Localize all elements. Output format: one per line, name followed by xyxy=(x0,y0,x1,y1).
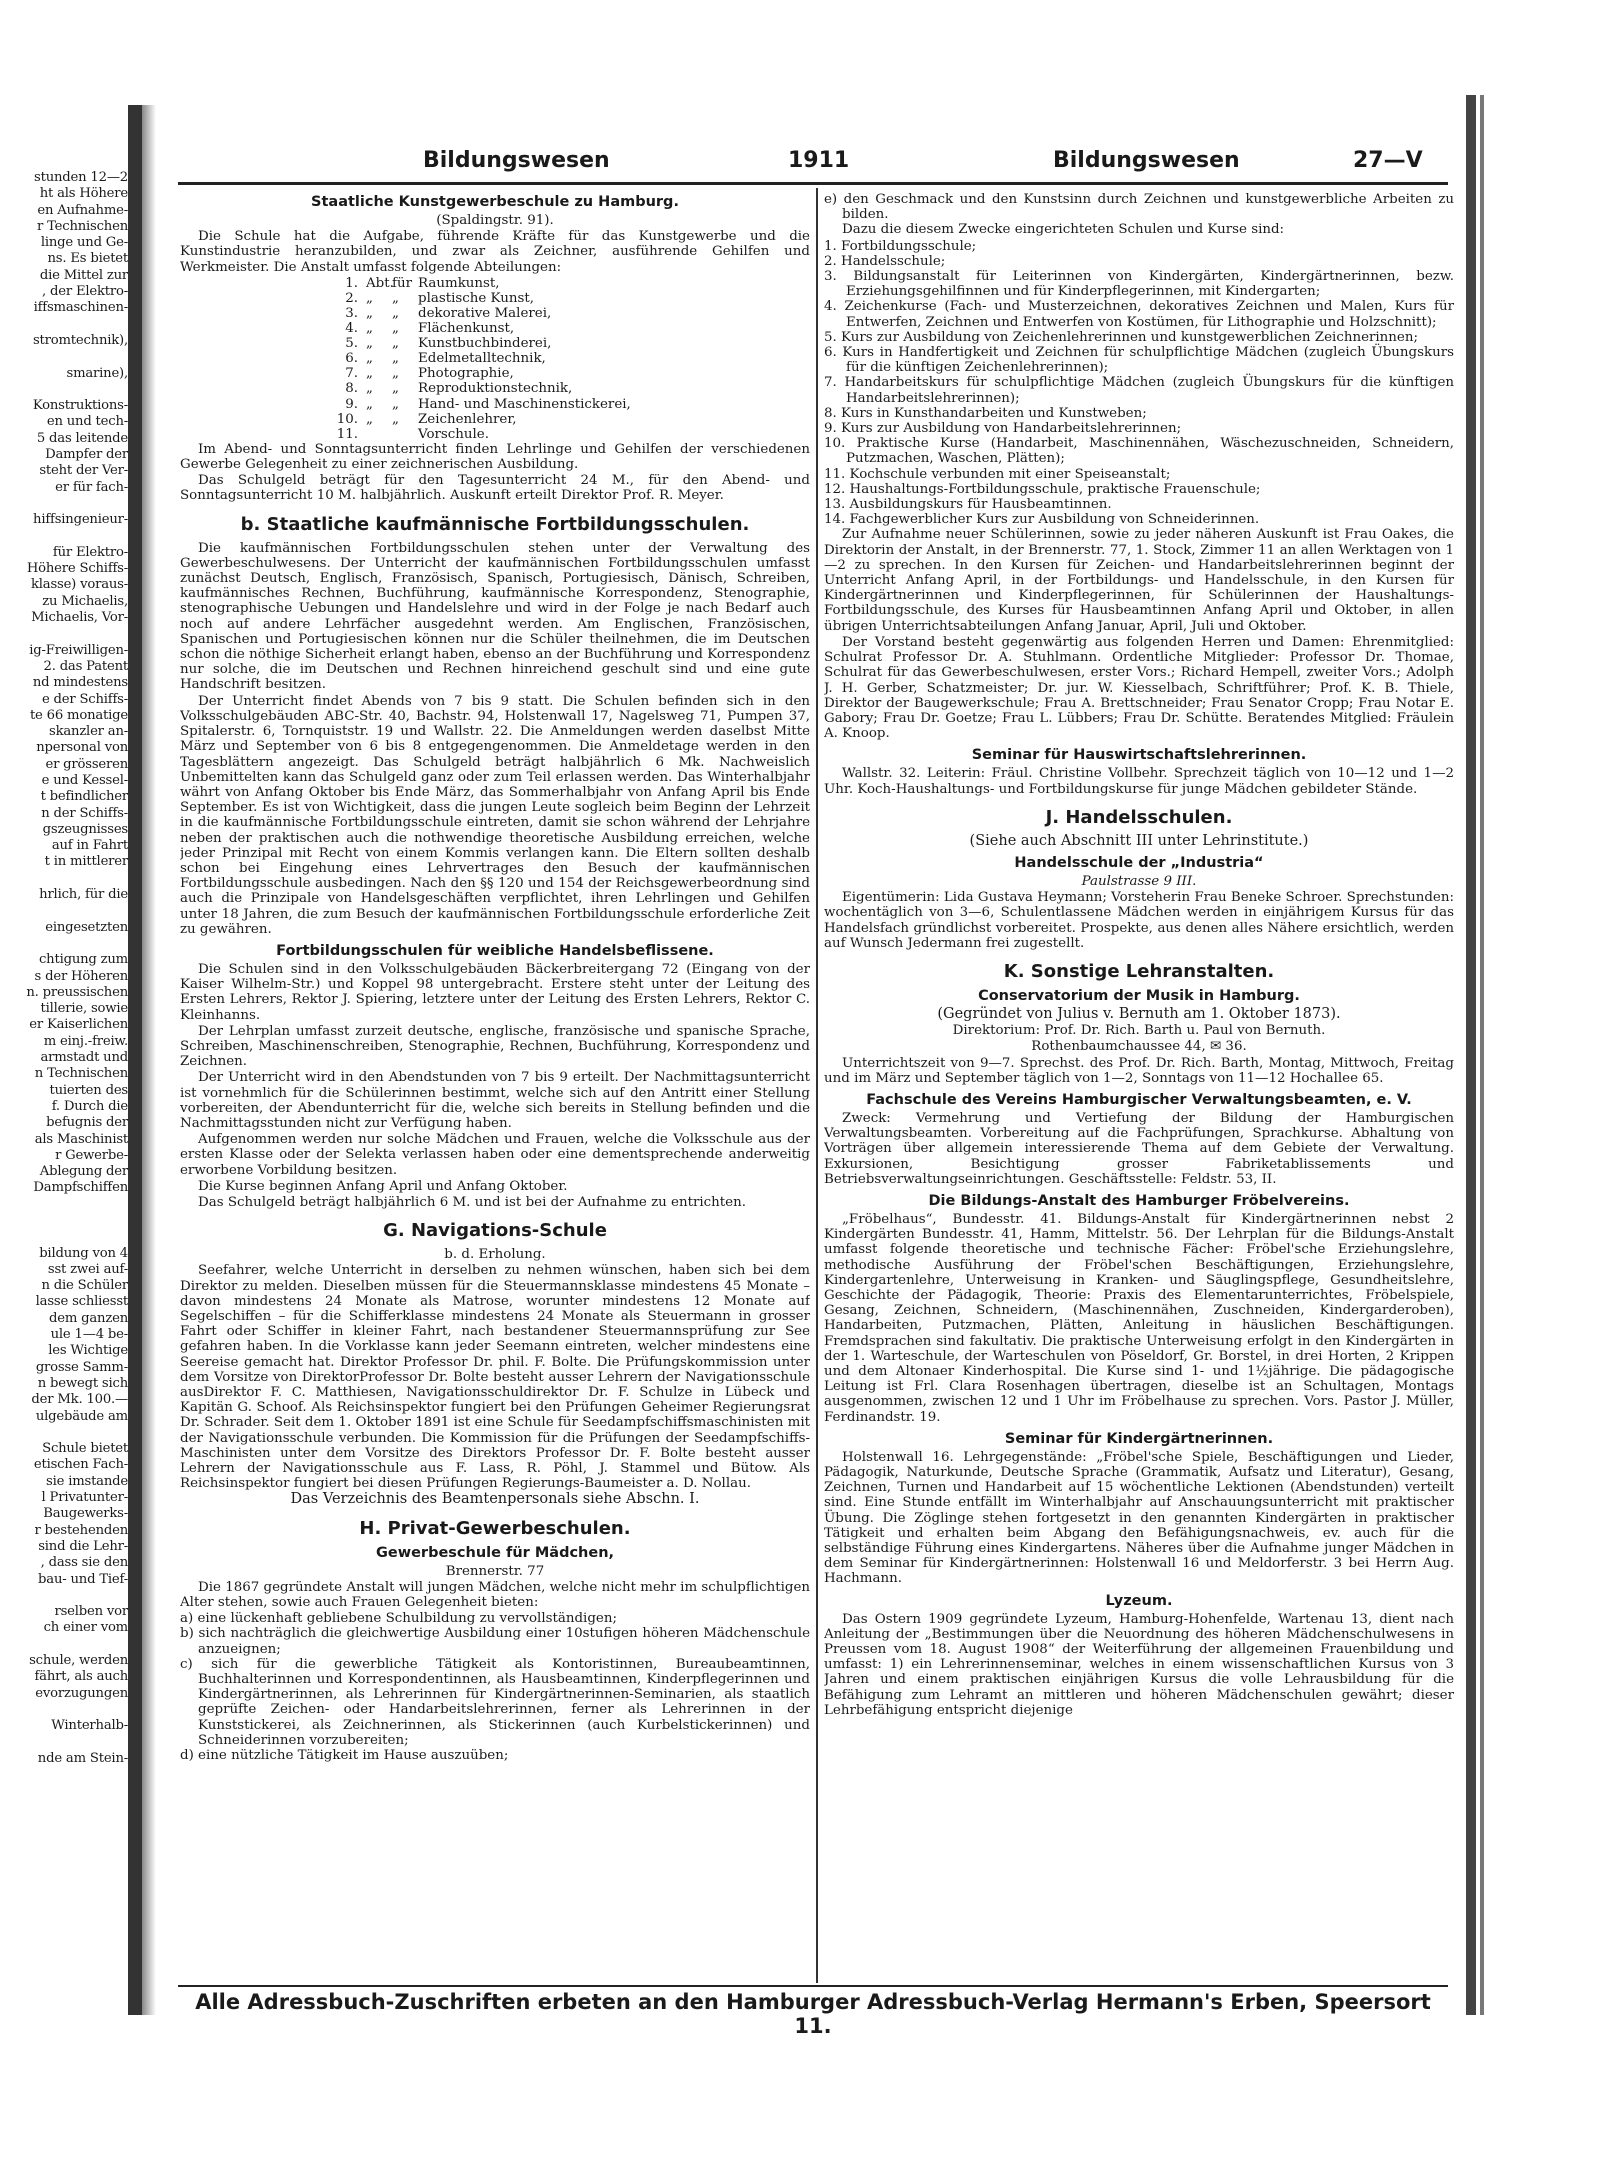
kaufm-paragraph: Der Unterricht findet Abends von 7 bis 9 statt. Die Schulen befinden sich in den Volksschulgebäuden ABC-Str. 40, Bachstr. 94, Holstenwall 17, Nagelsweg 71, Pumpen 37, Spitalerstr. 6, Tornquiststr. 19 und Wallstr. 22. Die Anmeldungen werden daselbst Mitte März und September von 6 bis 8 entgegengenommen. Die Anmeldetage werden in den Tagesblättern angezeigt. Das Schulgeld beträgt halbjährlich 6 Mk. Nachweislich Unbemittelten kann das Schulgeld ganz oder zum Teil erlassen werden. Das Winterhalbjahr währt von Anfang Oktober bis Ende März, das Sommerhalbjahr von Anfang April bis Ende September. Es ist von Wichtigkeit, dass die jungen Leute sogleich beim Beginn der Lehrzeit in die kaufmännische Fortbildungsschule eintreten, damit sie schon während der Lehrjahre neben der praktischen auch die nothwendige theoretische Ausbildung erreichen, welche jeder Prinzipal mit Recht von einem Kommis verlangen kann. Die Eltern sollten deshalb schon bei Eingehung eines Lehrvertrages den Besuch der kaufmännischen Fortbildungsschule ausbedingen. Nach den §§ 120 und 154 der Reichsgewerbeordnung sind auch die Prinzipale von Handelsgeschäften verpflichtet, ihren Lehrlingen und Gehilfen unter 18 Jahren, die zum Besuch der kaufmännischen Fortbildungsschule erforderliche Zeit zu gewähren. xyxy=(180,693,810,937)
footer-rule xyxy=(178,1985,1448,1987)
fragment-line: klasse) voraus- xyxy=(30,577,128,593)
navigation-heading: G. Navigations-Schule xyxy=(383,1220,607,1242)
fragment-line: fährt, als auch xyxy=(34,1669,128,1685)
fragment-line: ule 1—4 be- xyxy=(50,1327,128,1343)
navigation-address: b. d. Erholung. xyxy=(444,1247,546,1263)
seminar-haus-heading: Seminar für Hauswirtschaftslehrerinnen. xyxy=(971,747,1307,764)
course-item: 9. Kurs zur Ausbildung von Handarbeitslehrerinnen; xyxy=(824,421,1182,437)
fragment-line: Dampfer der xyxy=(45,447,128,463)
weiblich-paragraph: Aufgenommen werden nur solche Mädchen und Frauen, welche die Volksschule aus der ersten Klasse oder der Selekta verlassen haben oder eine dementsprechende anderweitig erworbene Vorbildung besitzen. xyxy=(180,1132,810,1178)
weiblich-paragraph: Der Lehrplan umfasst zurzeit deutsche, englische, französische und spanische Sprache, Schreiben, Maschinenschreiben, Stenographie, Rechnen, Buchführung, Korrespondenz und Zeichnen. xyxy=(180,1023,810,1070)
fragment-line: Konstruktions- xyxy=(32,398,128,414)
fragment-line: steht der Ver- xyxy=(39,463,128,479)
header-page-number: 27—V xyxy=(1353,148,1423,173)
fragment-line: e und Kessel- xyxy=(41,772,128,788)
fragment-line xyxy=(0,1637,128,1653)
fragment-line: sst zwei auf- xyxy=(47,1261,128,1277)
kaufm-paragraph: Die kaufmännischen Fortbildungsschulen stehen unter der Verwaltung des Gewerbeschulwesens. Der Unterricht der kaufmännischen Fortbildungsschulen umfasst zunächst Deutsch, Englisch, Französisch, Spanisch, Portugiesisch, Dänisch, Schreiben, kaufmännisches Rechnen, Buchführung, kaufmännische Korrespondenz, Stenographie, stenographische Uebungen und Handelslehre und wird in der Folge je nach Bedarf auch noch auf andere Lehrfächer ausgedehnt werden. Am Englischen, Französischen, Spanischen und Portugiesischen können nur die Schüler theilnehmen, die im Deutschen schon die nöthige Sicherheit erlangt haben, ebenso an der Buchführung und Korrespondenz nur solche, die im Deutschen und Rechnen hinreichend geschult sind und eine gute Handschrift besitzen. xyxy=(180,540,810,693)
verwaltung-heading: Fachschule des Vereins Hamburgischer Verwaltungsbeamten, e. V. xyxy=(866,1091,1412,1108)
header-section-left: Bildungswesen xyxy=(423,148,610,173)
fragment-line: m einj.-freiw. xyxy=(43,1033,128,1049)
department-item xyxy=(180,412,810,427)
weiblich-paragraph: Der Unterricht wird in den Abendstunden von 7 bis 9 erteilt. Der Nachmittagsunterricht ist vornehmlich für die Schülerinnen bestimmt, welche sich auf den Antritt einer Stellung vorbereiten, der Abendunterricht für die, welche sich bereits in Stellung befinden und die Nachmittagsstunden nicht zur Verfügung haben. xyxy=(180,1070,810,1131)
department-abbrev: Abt. xyxy=(366,275,394,291)
department-item xyxy=(180,366,810,381)
department-name: Reproduktionstechnik, xyxy=(418,381,573,397)
fragment-line: hiffsingenieur- xyxy=(33,512,128,528)
fragment-line: Ablegung der xyxy=(39,1164,128,1180)
fragment-line: n bewegt sich xyxy=(37,1375,128,1391)
fragment-line: tuierten des xyxy=(49,1082,128,1098)
kunstgewerbe-heading: Staatliche Kunstgewerbeschule zu Hamburg. xyxy=(311,194,679,210)
fragment-line xyxy=(0,529,128,545)
handel-subheading: Handelsschule der „Industria“ xyxy=(1014,854,1264,871)
page-gutter-shadow xyxy=(128,105,142,2015)
conservatorium-direktorium: Direktorium: Prof. Dr. Rich. Barth u. Paul von Bernuth. xyxy=(952,1023,1326,1039)
department-name: Vorschule. xyxy=(418,426,489,442)
department-name: Hand- und Maschinenstickerei, xyxy=(418,396,631,412)
department-abbrev: „ xyxy=(366,396,373,412)
lyzeum-paragraph: Das Ostern 1909 gegründete Lyzeum, Hamburg-Hohenfelde, Wartenau 13, dient nach Anleitung der „Bestimmungen über die Neuordnung des höheren Mädchenschulwesens in Preussen vom 18. August 1908“ der Weiterführung der allgemeinen Frauenbildung und umfasst: 1) ein Lehrerinnenseminar, welches in einem wissenschaftlichen Kursus von 3 Jahren und einem praktischen einjährigen Kursus die volle Lehrausbildung für die Befähigung zum Lehramt an mittleren und höheren Mädchenschulen gewährt; dieser Lehrbefähigung entspricht diejenige xyxy=(824,1611,1454,1718)
fragment-line: etischen Fach- xyxy=(33,1457,128,1473)
fragment-line xyxy=(0,317,128,333)
fragment-line xyxy=(0,1588,128,1604)
header-section-right: Bildungswesen xyxy=(1053,148,1240,173)
fragment-line: n Technischen xyxy=(34,1066,128,1082)
running-header xyxy=(158,142,1458,182)
fragment-line: er für fach- xyxy=(55,479,128,495)
fragment-line: e der Schiffs- xyxy=(41,691,128,707)
department-number: 2. xyxy=(345,290,358,306)
course-item: 12. Haushaltungs-Fortbildungsschule, praktische Frauenschule; xyxy=(824,481,1261,497)
fragment-line: gszeugnisses xyxy=(42,821,128,837)
fragment-line: Schule bietet xyxy=(42,1441,128,1457)
left-page-fragment xyxy=(0,170,128,2030)
fragment-line: Dampfschiffen xyxy=(33,1180,128,1196)
lyzeum-heading: Lyzeum. xyxy=(1105,1592,1173,1609)
fragment-line: ig-Freiwilligen- xyxy=(29,642,128,658)
fragment-line: nde am Stein- xyxy=(37,1750,128,1766)
fragment-line: befugnis der xyxy=(46,1115,128,1131)
department-item xyxy=(180,321,810,336)
fragment-line: Höhere Schiffs- xyxy=(26,561,128,577)
department-item xyxy=(180,306,810,321)
handel-note: (Siehe auch Abschnitt III unter Lehrinstitute.) xyxy=(969,832,1309,849)
courses-intro: Dazu die diesem Zwecke eingerichteten Schulen und Kurse sind: xyxy=(842,222,1285,238)
department-item xyxy=(180,381,810,396)
fragment-line: ns. Es bietet xyxy=(47,251,128,267)
list-item: c) sich für die gewerbliche Tätigkeit als Kontoristinnen, Bureaubeamtinnen, Buchhalterinnen und Korrespondentinnen, als Hausbeamtinnen, Kinderpflegerinnen und Kindergärtnerinnen, als Lehrerinnen für Kindergärtnerinnen-Seminarien, als staatlich geprüfte Zeichen- oder Handarbeitslehrerinnen, ferner als Lehrerinnen in der Kunststickerei, als Zeichnerinnen, als Stickerinnen (auch Kurbelstickerinnen) und Schneiderinnen vorzubereiten; xyxy=(180,1656,810,1748)
course-item: 8. Kurs in Kunsthandarbeiten und Kunstweben; xyxy=(824,405,1147,421)
fragment-line xyxy=(0,1735,128,1751)
handel-address: Paulstrasse 9 III. xyxy=(1081,873,1197,889)
continuation-paragraph: Der Vorstand besteht gegenwärtig aus folgenden Herren und Damen: Ehrenmitglied: Schulrat Professor Dr. A. Stuhlmann. Ordentliche Mitglieder: Professor Dr. Thomae, Schulrat für das Gewerbeschulwesen, erster Vors.; Richard Hempell, zweiter Vors.; Adolph J. H. Gerber, Schatzmeister; Dr. jur. W. Kiesselbach, Schriftführer; Prof. K. B. Thiele, Direktor der Baugewerkschule; Frau A. Brettschneider; Frau Senator Cropp; Frau Notar E. Gabory; Frau Dr. Goetze; Frau L. Lübbers; Frau Dr. Schütte. Beratendes Mitglied: Fräulein A. Knoop. xyxy=(824,634,1454,742)
page-gutter-gradient xyxy=(142,105,156,2015)
privat-subheading: Gewerbeschule für Mädchen, xyxy=(375,1544,615,1561)
fragment-line: linge und Ge- xyxy=(40,235,128,251)
fragment-line: les Wichtige xyxy=(48,1343,128,1359)
department-item xyxy=(180,336,810,351)
seminar-kinder-paragraph: Holstenwall 16. Lehrgegenstände: „Fröbel'sche Spiele, Beschäftigungen und Lieder, Pädagogik, Naturkunde, Deutsche Sprache (Grammatik, Aufsatz und Literatur), Gesang, Zeichnen, Turnen und Handarbeit auf 15 wöchentliche Lektionen (Abendstunden) verteilt sind. Eine Stunde entfällt im Winterhalbjahr auf Anschauungsunterricht mit praktischer Übung. Die Zöglinge stehen fortgesetzt in den genannten Kindergärten in praktischer Tätigkeit und erhalten beim Abgang den Befähigungsnachweis, ev. auch für die selbständige Führung eines Kindergartens. Näheres über die Aufnahme junger Mädchen in dem Seminar für Kindergärtnerinnen: Holstenwall 16 und Meldorferstr. 3 bei Herrn Aug. Hachmann. xyxy=(824,1449,1454,1587)
privat-list xyxy=(180,1611,810,1763)
course-list xyxy=(824,239,1454,528)
department-for: „ xyxy=(392,411,399,427)
fragment-line xyxy=(0,1197,128,1213)
fragment-line xyxy=(0,1229,128,1245)
fragment-line xyxy=(0,349,128,365)
fragment-line: rselben vor xyxy=(54,1604,128,1620)
fragment-line: lasse schliesst xyxy=(35,1294,128,1310)
fragment-line: f. Durch die xyxy=(51,1098,128,1114)
privat-heading: H. Privat-Gewerbeschulen. xyxy=(359,1517,631,1539)
fragment-line: r bestehenden xyxy=(34,1522,128,1538)
course-item: 13. Ausbildungskurs für Hausbeamtinnen. xyxy=(824,497,1112,513)
fragment-line: auf in Fahrt xyxy=(51,838,128,854)
department-number: 7. xyxy=(345,366,358,382)
department-name: dekorative Malerei, xyxy=(418,306,552,321)
weiblich-heading: Fortbildungsschulen für weibliche Handelsbeflissene. xyxy=(276,942,714,959)
department-for: „ xyxy=(392,321,399,337)
seminar-kinder-heading: Seminar für Kindergärtnerinnen. xyxy=(1004,1430,1274,1447)
footer-notice: Alle Adressbuch-Zuschriften erbeten an den Hamburger Adressbuch-Verlag Hermann's Erben, Speersort 11. xyxy=(195,1990,1431,2038)
department-abbrev: „ xyxy=(366,381,373,397)
header-rule xyxy=(178,182,1448,185)
fragment-line: der Mk. 100.— xyxy=(31,1392,128,1408)
fragment-line: 5 das leitende xyxy=(36,430,128,446)
fragment-line: ht als Höhere xyxy=(39,186,128,202)
fragment-line: bau- und Tief- xyxy=(38,1571,128,1587)
department-name: Edelmetalltechnik, xyxy=(418,351,546,367)
left-column xyxy=(180,192,810,1982)
department-number: 1. xyxy=(345,275,358,291)
department-item xyxy=(180,351,810,366)
seminar-haus-paragraph: Wallstr. 32. Leiterin: Fräul. Christine Vollbehr. Sprechzeit täglich von 10—12 und 1—2 Uhr. Koch-Haushaltungs- und Fortbildungskurse für junge Mädchen gebildeter Stände. xyxy=(824,766,1454,797)
kunstgewerbe-paragraph: Im Abend- und Sonntagsunterricht finden Lehrlinge und Gehilfen der verschiedenen Gewerbe Gelegenheit zu einer zeichnerischen Ausbildung. xyxy=(180,441,810,473)
fragment-line: stromtechnik), xyxy=(32,332,128,348)
course-item: 10. Praktische Kurse (Handarbeit, Maschinennähen, Wäschezuschneiden, Schneidern, Putzmachen, Waschen, Plätten); xyxy=(824,436,1454,467)
fragment-line: er Kaiserlichen xyxy=(29,1017,128,1033)
conservatorium-address: Rothenbaumchaussee 44, ✉ 36. xyxy=(1031,1039,1247,1055)
course-item: 3. Bildungsanstalt für Leiterinnen von Kindergärten, Kindergärtnerinnen, bezw. Erziehungsgehilfinnen und für Kinderpflegerinnen, mit Kindergarten; xyxy=(824,269,1454,300)
fragment-line: n der Schiffs- xyxy=(41,805,128,821)
continuation-paragraph: Zur Aufnahme neuer Schülerinnen, sowie zu jeder näheren Auskunft ist Frau Oakes, die Direktorin der Anstalt, in der Brennerstr. 77, 1. Stock, Zimmer 11 an allen Werktagen von 1—2 zu sprechen. In den Kursen für Zeichen- und Handarbeitslehrerinnen beginnt der Unterricht Anfang April, in der Fortbildungs- und Handelsschule, in den Kursen für Kindergärtnerinnen und Kinderpflegerinnen, für Schülerinnen der Haushaltungs-Fortbildungsschule, des Kurses für Hausbeamtinnen Anfang April und Oktober, in allen übrigen Unterrichtsabteilungen Anfang Januar, April, Juli und Oktober. xyxy=(824,527,1454,634)
department-number: 9. xyxy=(345,396,358,412)
kunstgewerbe-intro: Die Schule hat die Aufgabe, führende Kräfte für das Kunstgewerbe und die Kunstindustrie heranzubilden, und zwar als Zeichner, ausführende Gehilfen und Werkmeister. Die Anstalt umfasst folgende Abteilungen: xyxy=(180,229,810,275)
department-for: für xyxy=(392,275,412,291)
department-list xyxy=(180,276,810,442)
fragment-line: en und tech- xyxy=(46,414,128,430)
fragment-line: te 66 monatige xyxy=(29,707,128,723)
fragment-line: die Mittel zur xyxy=(39,267,128,283)
fragment-line: ch einer vom xyxy=(43,1620,128,1636)
header-year: 1911 xyxy=(788,148,850,173)
department-name: Photographie, xyxy=(418,366,514,382)
department-abbrev: „ xyxy=(366,306,373,321)
fragment-line: r Technischen xyxy=(36,218,128,234)
list-item: e) den Geschmack und den Kunstsinn durch Zeichnen und kunstgewerbliche Arbeiten zu bilden. xyxy=(824,192,1454,223)
column-divider xyxy=(816,188,818,1983)
department-for: „ xyxy=(392,396,399,412)
fragment-line: tillerie, sowie xyxy=(40,1001,128,1017)
course-item: 2. Handelsschule; xyxy=(824,253,946,269)
course-item: 11. Kochschule verbunden mit einer Speiseanstalt; xyxy=(824,466,1171,482)
department-number: 8. xyxy=(345,381,358,397)
fragment-line: 2. das Patent xyxy=(43,658,128,674)
fragment-line: Winterhalb- xyxy=(51,1718,128,1734)
fragment-line: ulgebäude am xyxy=(35,1408,128,1424)
department-for xyxy=(392,427,418,442)
list-item: a) eine lückenhaft gebliebene Schulbildung zu vervollständigen; xyxy=(180,1611,617,1627)
department-item xyxy=(180,397,810,412)
fragment-line xyxy=(0,871,128,887)
page-edge-shadow xyxy=(1466,95,1476,2015)
fragment-line: s der Höheren xyxy=(34,968,128,984)
department-number: 5. xyxy=(345,336,358,352)
sonstige-heading: K. Sonstige Lehranstalten. xyxy=(1003,960,1275,982)
fragment-line: dem ganzen xyxy=(49,1310,128,1326)
privat-address: Brennerstr. 77 xyxy=(445,1563,545,1579)
fragment-line: Michaelis, Vor- xyxy=(31,610,128,626)
course-item: 1. Fortbildungsschule; xyxy=(824,238,977,254)
department-name: Kunstbuchbinderei, xyxy=(418,336,552,352)
fragment-line: skanzler an- xyxy=(49,724,128,740)
weiblich-paragraph: Die Schulen sind in den Volksschulgebäuden Bäckerbreitergang 72 (Eingang von der Kaiser Wilhelm-Str.) und Koppel 98 untergebracht. Erstere steht unter der Leitung des Ersten Lehrers, Rektor J. Spiering, letztere unter der Leitung des Ersten Lehrers, Rektor C. Kleinhanns. xyxy=(180,961,810,1023)
fragment-line xyxy=(0,496,128,512)
fragment-line: stunden 12—2 xyxy=(34,170,128,185)
department-number: 4. xyxy=(345,321,358,337)
conservatorium-founded: (Gegründet von Julius v. Bernuth am 1. Oktober 1873). xyxy=(937,1005,1341,1022)
fragment-line: grosse Samm- xyxy=(35,1359,128,1375)
fragment-line xyxy=(0,1702,128,1718)
fragment-line: n die Schüler xyxy=(41,1278,128,1294)
department-name: plastische Kunst, xyxy=(418,290,535,306)
kunstgewerbe-paragraph: Das Schulgeld beträgt für den Tagesunterricht 24 M., für den Abend- und Sonntagsunterricht 10 M. halbjährlich. Auskunft erteilt Direktor Prof. R. Meyer. xyxy=(180,473,810,504)
fragment-line: schule, werden xyxy=(29,1653,128,1669)
right-column xyxy=(824,192,1454,1982)
fragment-line: npersonal von xyxy=(36,740,128,756)
fragment-line: t befindlicher xyxy=(40,789,128,805)
course-item: 6. Kurs in Handfertigkeit und Zeichnen für schulpflichtige Mädchen (zugleich Übungskurs für die künftigen Zeichenlehrerinnen); xyxy=(824,345,1454,376)
fragment-line: sind die Lehr- xyxy=(38,1538,128,1554)
fragment-line: l Privatunter- xyxy=(41,1490,128,1506)
list-item: b) sich nachträglich die gleichwertige Ausbildung einer 10stufigen höheren Mädchenschule anzueignen; xyxy=(180,1626,810,1657)
fragment-line: hrlich, für die xyxy=(39,887,128,903)
fragment-line: für Elektro- xyxy=(52,544,128,560)
conservatorium-heading: Conservatorium der Musik in Hamburg. xyxy=(978,987,1300,1004)
weiblich-paragraph: Das Schulgeld beträgt halbjährlich 6 M. und ist bei der Aufnahme zu entrichten. xyxy=(198,1194,746,1210)
department-for: „ xyxy=(392,366,399,382)
fragment-line: , der Elektro- xyxy=(42,284,128,300)
department-number: 6. xyxy=(345,351,358,367)
navigation-paragraph: Seefahrer, welche Unterricht in derselben zu nehmen wünschen, haben sich bei dem Direktor zu melden. Dieselben müssen für die Steuermannsklasse mindestens 45 Monate – davon mindestens 24 Monate als Matrose, worunter mindestens 12 Monate auf Segelschiffen – für die Schifferklasse mindestens 24 Monate als Steuermann in grosser Fahrt oder Schiffer in kleiner Fahrt, nach bestandener Steuermannsprüfung zur See gefahren haben. In die Vorklasse kann jeder Seemann eintreten, welcher mindestens eine Seereise gemacht hat. Direktor Professor Dr. phil. F. Bolte. Die Prüfungskommission unter dem Vorsitze von DirektorProfessor Dr. Bolte besteht ausser Lehrern der Navigationsschule ausDirektor F. C. Matthiesen, Navigationsschuldirektor Dr. F. Schulze in Lübeck und Kapitän G. Schoof. Als Reichsinspektor fungiert bei den Prüfungen Geheimer Regierungsrat Dr. Schrader. Seit dem 1. Oktober 1891 ist eine Schule für Seedampfschiffsmaschinisten mit der Navigationsschule verbunden. Die Kommission für die Prüfungen der Seedampfschiffs-Maschinisten unter dem Vorsitze des Direktors Professor Dr. F. Bolte besteht ausser Lehrern der Navigationsschule aus F. Lass, R. Pöhl, J. Stammel und Bütow. Als Reichsinspektor fungiert bei diesen Prüfungen Regierungs-Baumeister a. D. Nollau. xyxy=(180,1263,810,1492)
conservatorium-paragraph: Unterrichtszeit von 9—7. Sprechst. des Prof. Dr. Rich. Barth, Montag, Mittwoch, Freitag und im März und September täglich von 1—2, Sonntags von 11—12 Hochallee 65. xyxy=(824,1055,1454,1086)
fragment-line: als Maschinist xyxy=(34,1131,128,1147)
department-number: 10. xyxy=(336,411,358,427)
department-abbrev: „ xyxy=(366,336,373,352)
fragment-line: sie imstande xyxy=(46,1473,128,1489)
fragment-line: evorzugungen xyxy=(35,1685,128,1701)
weiblich-paragraph: Die Kurse beginnen Anfang April und Anfang Oktober. xyxy=(198,1178,568,1194)
department-for: „ xyxy=(392,306,399,321)
list-item: d) eine nützliche Tätigkeit im Hause auszuüben; xyxy=(180,1748,509,1764)
department-name: Flächenkunst, xyxy=(418,321,515,337)
fragment-line: er grösseren xyxy=(45,756,128,772)
handel-paragraph: Eigentümerin: Lida Gustava Heymann; Vorsteherin Frau Beneke Schroer. Sprechstunden: wochentäglich von 3—6, Schulentlassene Mädchen werden in einjährigem Kursus für das Handelsfach gründlichst vorbereitet. Prospekte, aus denen alles Nähere ersichtlich, werden auf Wunsch Jedermann frei zugestellt. xyxy=(824,890,1454,951)
department-abbrev: „ xyxy=(366,411,373,427)
privat-paragraph: Die 1867 gegründete Anstalt will jungen Mädchen, welche nicht mehr im schulpflichtigen Alter stehen, sowie auch Frauen Gelegenheit bieten: xyxy=(180,1579,810,1611)
department-for: „ xyxy=(392,290,399,306)
department-abbrev: „ xyxy=(366,290,373,306)
fragment-line: Baugewerks- xyxy=(43,1506,128,1522)
department-abbrev xyxy=(366,427,392,442)
fragment-line: iffsmaschinen- xyxy=(33,300,128,316)
page-edge-line xyxy=(1480,95,1484,2015)
fragment-line: n. preussischen xyxy=(26,984,128,1000)
fragment-line: nd mindestens xyxy=(32,675,128,691)
fragment-line: eingesetzten xyxy=(45,919,128,935)
fragment-line xyxy=(0,936,128,952)
fragment-line: zu Michaelis, xyxy=(42,593,128,609)
course-item: 14. Fachgewerblicher Kurs zur Ausbildung von Schneiderinnen. xyxy=(824,512,1260,528)
kaufm-heading: b. Staatliche kaufmännische Fortbildungsschulen. xyxy=(240,513,750,535)
department-number: 3. xyxy=(345,306,358,321)
fragment-line xyxy=(0,1425,128,1441)
fragment-line: bildung von 4 xyxy=(39,1245,128,1261)
department-for: „ xyxy=(392,336,399,352)
department-name: Raumkunst, xyxy=(418,275,500,291)
fragment-line: chtigung zum xyxy=(38,952,128,968)
department-item xyxy=(180,291,810,306)
course-item: 5. Kurs zur Ausbildung von Zeichenlehrerinnen und kunstgewerblichen Zeichnerinnen; xyxy=(824,329,1418,345)
fragment-line xyxy=(0,903,128,919)
course-item: 7. Handarbeitskurs für schulpflichtige Mädchen (zugleich Übungskurs für die künftigen Handarbeitslehrerinnen); xyxy=(824,375,1454,406)
course-item: 4. Zeichenkurse (Fach- und Musterzeichnen, dekoratives Zeichnen und Malen, Kurs für Entwerfen, Zeichnen und Entwerfen von Kostümen, für Lithographie und Holzschnitt); xyxy=(824,299,1454,330)
department-item xyxy=(180,427,810,442)
department-abbrev: „ xyxy=(366,366,373,382)
fragment-line: en Aufnahme- xyxy=(37,202,128,218)
fragment-line: armstadt und xyxy=(40,1050,128,1066)
navigation-reference: Das Verzeichnis des Beamtenpersonals siehe Abschn. I. xyxy=(290,1491,700,1508)
fragment-line: r Gewerbe- xyxy=(55,1147,128,1163)
handel-heading: J. Handelsschulen. xyxy=(1045,806,1233,828)
department-number: 11. xyxy=(336,426,358,442)
kunstgewerbe-address: (Spaldingstr. 91). xyxy=(436,213,554,228)
fragment-line xyxy=(0,1213,128,1229)
department-for: „ xyxy=(392,351,399,367)
fragment-line: t in mittlerer xyxy=(44,854,128,870)
fragment-line xyxy=(0,382,128,398)
department-abbrev: „ xyxy=(366,351,373,367)
department-item xyxy=(180,276,810,291)
fragment-line xyxy=(0,626,128,642)
directory-page xyxy=(158,130,1458,2038)
froebel-heading: Die Bildungs-Anstalt des Hamburger Fröbelvereins. xyxy=(928,1192,1350,1209)
department-for: „ xyxy=(392,381,399,397)
fragment-line: , dass sie den xyxy=(40,1555,128,1571)
department-abbrev: „ xyxy=(366,321,373,337)
department-name: Zeichenlehrer, xyxy=(418,411,517,427)
froebel-paragraph: „Fröbelhaus“, Bundesstr. 41. Bildungs-Anstalt für Kindergärtnerinnen nebst 2 Kindergärten Bundesstr. 41, Hamm, Mittelstr. 56. Der Lehrplan für die Bildungs-Anstalt umfasst folgende theoretische und technische Fächer: Fröbel'sche Erziehungslehre, methodische Ausführung der Fröbel'schen Beschäftigungen, Erziehungslehre, Kindergartenlehre, Unterweisung in Kranken- und Säuglingspflege, Gesundheitslehre, Geschichte der Pädagogik, Theorie: Praxis des Elementarunterrichtes, Fröbelspiele, Gesang, Zeichnen, Schneidern, (Maschinennähen, Zuschneiden, Kindergarderoben), Handarbeiten, Putzmachen, Plätten, Anleitung in häuslichen Beschäftigungen. Fremdsprachen sind fakultativ. Die praktische Unterweisung erfolgt in den Kindergärten in der 1. Warteschule, der Warteschulen von Pöseldorf, Gr. Borstel, in drei Horten, 2 Krippen und dem Altonaer Kinderhospital. Die Kurse sind 1- und 1½jährige. Die pädagogische Leitung ist Frl. Clara Rosenhagen übertragen, dieselbe ist an Schultagen, Montags ausgenommen, zwischen 12 und 1 Uhr im Fröbelhause zu sprechen. Vors. Pastor J. Müller, Ferdinandstr. 19. xyxy=(824,1211,1454,1425)
verwaltung-paragraph: Zweck: Vermehrung und Vertiefung der Bildung der Hamburgischen Verwaltungsbeamten. Vorbereitung auf die Fachprüfungen, Sprachkurse. Abhaltung von Vorträgen über allgemein interessierende Thema auf dem Gebiete der Verwaltung. Exkursionen, Besichtigung grosser Fabriketablissements und Betriebsverwaltungseinrichtungen. Geschäftsstelle: Feldstr. 53, II. xyxy=(824,1110,1454,1187)
fragment-line: smarine), xyxy=(66,365,128,381)
